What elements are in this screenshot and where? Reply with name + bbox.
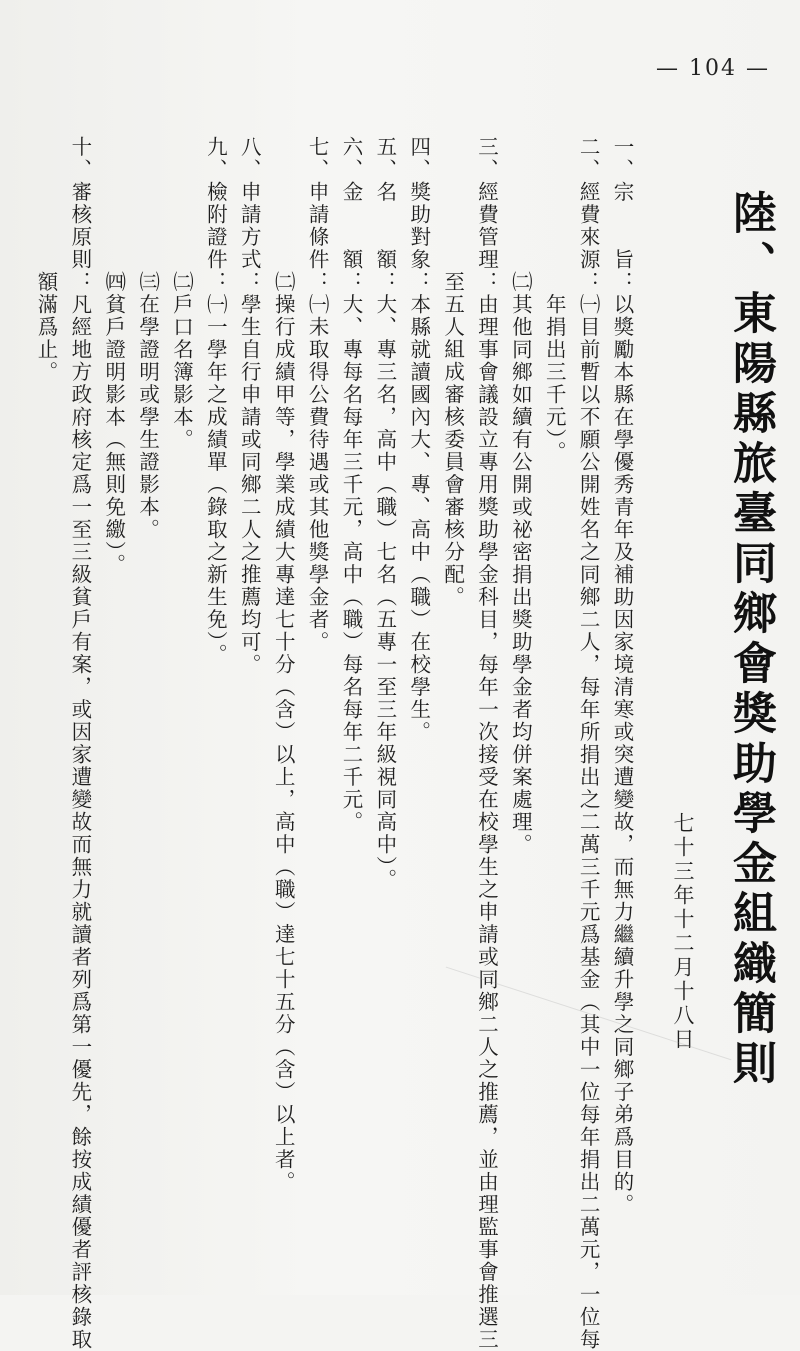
article-10: 十、審核原則：凡經地方政府核定爲一至三級貧戶有案，或因家遭變故而無力就讀者列爲第一優先，餘按成績優者評核錄取 [67, 136, 92, 1351]
article-8: 八、申請方式：學生自行申請或同鄉二人之推薦均可。 [237, 136, 262, 676]
article-2: 二、經費來源：㈠目前暫以不願公開姓名之同鄉二人，每年所捐出之二萬三千元爲基金（其中一位每年捐出二萬元，一位每 [576, 136, 601, 1351]
article-3-cont: 至五人組成審核委員會審核分配。 [440, 136, 465, 609]
article-5: 五、名 額：大、專三名，高中（職）七名（五專一至三年級視同高中）。 [372, 136, 397, 891]
article-3: 三、經費管理：由理事會議設立專用獎助學金科目，每年一次接受在校學生之申請或同鄉二人之推薦，並由理監事會推選三 [474, 136, 499, 1351]
article-4: 四、獎助對象：本縣就讀國內大、專、高中（職）在校學生。 [406, 136, 431, 744]
article-6: 六、金 額：大、專每名每年三千元，高中（職）每名每年二千元。 [338, 136, 363, 834]
article-9: 九、檢附證件：㈠一學年之成績單（錄取之新生免）。 [203, 136, 228, 666]
article-1: 一、宗 旨：以獎勵本縣在學優秀青年及補助因家境清寒或突遭變故，而無力繼續升學之同鄉子弟爲目的。 [610, 136, 634, 1216]
document-date: 七十三年十二月十八日 [671, 812, 695, 1052]
article-7-item-2: ㈡操行成績甲等，學業成績大專達七十分（含）以上，高中（職）達七十五分（含）以上者。 [271, 136, 296, 1194]
article-9-item-2: ㈡戶口名簿影本。 [169, 136, 194, 451]
article-9-item-4: ㈣貧戶證明影本（無則免繳）。 [101, 136, 126, 576]
article-2-cont: 年捐出三千元）。 [542, 136, 567, 464]
article-2-item-2: ㈡其他同鄉如續有公開或祕密捐出獎助學金者均併案處理。 [508, 136, 533, 856]
article-7: 七、申請條件：㈠未取得公費待遇或其他獎學金者。 [305, 136, 330, 654]
article-9-item-3: ㈢在學證明或學生證影本。 [135, 136, 160, 541]
page-number: — 104 — [656, 56, 770, 81]
article-10-cont: 額滿爲止。 [34, 136, 58, 384]
document-title: 陸、東陽縣旅臺同鄉會獎助學金組織簡則 [725, 190, 776, 1090]
